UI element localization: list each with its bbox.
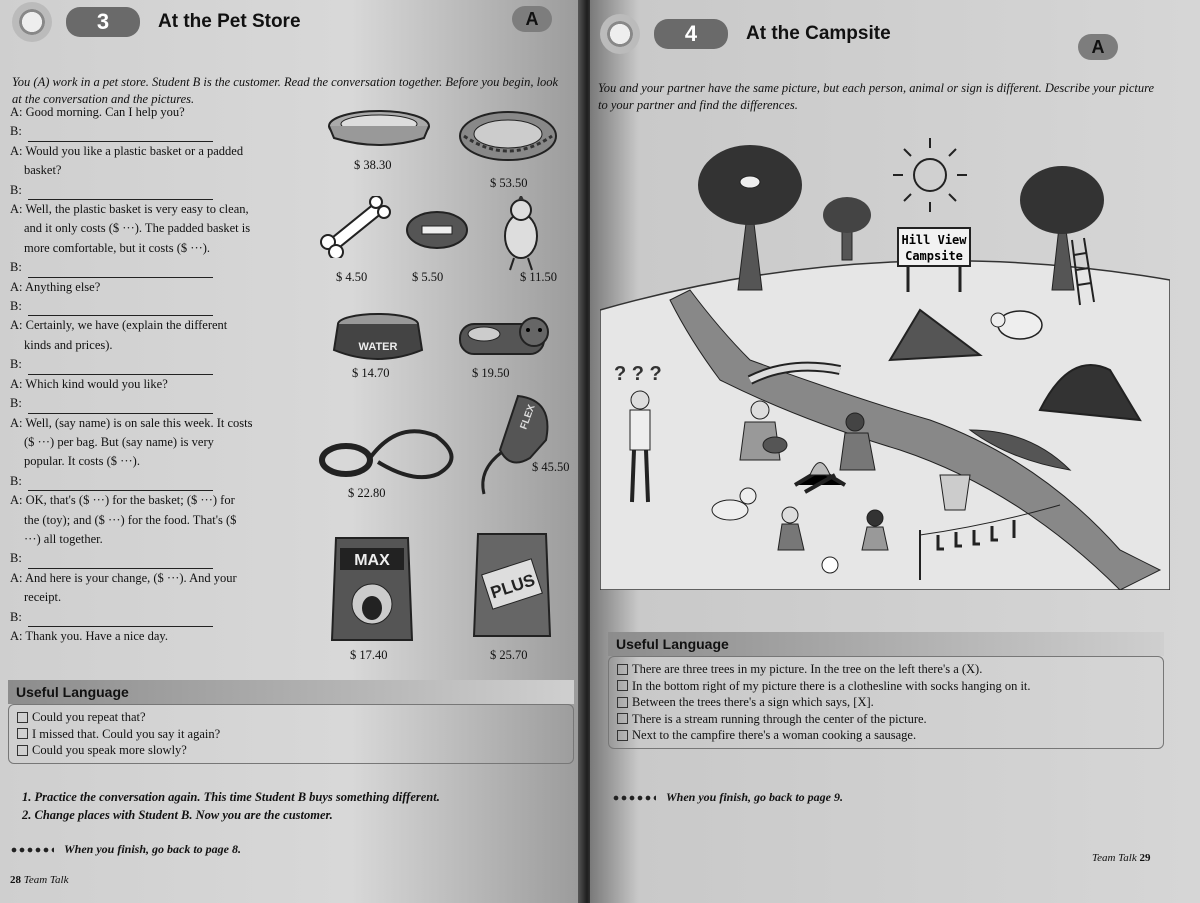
useful-language-item bbox=[617, 727, 1155, 744]
return-instruction-left bbox=[10, 842, 241, 857]
answer-blank[interactable] bbox=[28, 613, 213, 627]
useful-language-item bbox=[617, 711, 1155, 728]
useful-language-left bbox=[8, 680, 574, 764]
useful-language-item bbox=[17, 726, 565, 743]
dialog-speaker: B: bbox=[10, 124, 22, 139]
sun-logo-icon bbox=[600, 14, 640, 54]
dialog-speaker: B: bbox=[10, 299, 22, 314]
answer-blank[interactable] bbox=[28, 555, 213, 569]
dialog-speaker: A: bbox=[10, 376, 23, 391]
dialog-line bbox=[10, 569, 278, 588]
max-food-bag-image bbox=[328, 530, 416, 646]
sign-line-2: Campsite bbox=[905, 249, 963, 263]
dialog-line bbox=[10, 452, 278, 471]
dialog-text: the (toy); and ($ ···) for the food. That's ($ bbox=[24, 512, 237, 527]
sun-icon bbox=[893, 138, 967, 212]
dialog-line bbox=[10, 588, 278, 607]
dialog-speaker: B: bbox=[10, 182, 22, 197]
price-chicken-toy: $ 11.50 bbox=[520, 270, 558, 284]
flexi-label: FLEX bbox=[518, 403, 538, 432]
answer-blank[interactable] bbox=[28, 128, 213, 142]
checkbox-icon[interactable] bbox=[617, 697, 628, 708]
left-page bbox=[0, 0, 585, 903]
conversation bbox=[10, 103, 278, 646]
dialog-speaker: A: bbox=[10, 318, 23, 333]
checkbox-icon[interactable] bbox=[617, 680, 628, 691]
useful-language-text: There is a stream running through the center of the picture. bbox=[632, 711, 927, 726]
useful-language-text: There are three trees in my picture. In the tree on the left there's a (X). bbox=[632, 662, 983, 676]
dialog-text: more comfortable, but it costs ($ ···). bbox=[24, 240, 211, 255]
dialog-line bbox=[10, 355, 278, 374]
instructions: You and your partner have the same picture, but each person, animal or sign is different. Describe your picture to your partner and find the differences. bbox=[598, 81, 1155, 112]
dialog-text: Would you like a plastic basket or a padded bbox=[25, 143, 244, 158]
dialog-text: popular. It costs ($ ···). bbox=[24, 454, 140, 469]
price-flexi-leash: $ 45.50 bbox=[532, 460, 570, 474]
dialog-text: and it only costs ($ ···). The padded basket is bbox=[24, 221, 251, 236]
useful-language-item bbox=[17, 742, 565, 759]
useful-language-text: Between the trees there's a sign which says, [X]. bbox=[632, 695, 874, 709]
answer-blank[interactable] bbox=[28, 302, 213, 316]
dialog-line bbox=[10, 239, 278, 258]
dialog-speaker: B: bbox=[10, 357, 22, 372]
useful-language-text: I missed that. Could you say it again? bbox=[32, 726, 221, 741]
water-bowl-image bbox=[332, 310, 424, 366]
return-text: When you finish, go back to page 8. bbox=[64, 842, 242, 856]
flexi-leash-image bbox=[470, 390, 560, 500]
unit-number-badge: 3 bbox=[66, 7, 140, 37]
book-title: Team Talk bbox=[1092, 852, 1137, 864]
dialog-speaker: B: bbox=[10, 396, 22, 411]
dialog-speaker: A: bbox=[10, 415, 23, 430]
dialog-line bbox=[10, 433, 278, 452]
price-ball: $ 5.50 bbox=[412, 270, 444, 284]
dialog-line bbox=[10, 122, 278, 141]
max-food-label: MAX bbox=[354, 552, 390, 569]
useful-language-item bbox=[617, 694, 1155, 711]
useful-language-list bbox=[608, 656, 1164, 749]
useful-language-list bbox=[8, 704, 574, 764]
chicken-toy-image bbox=[496, 196, 546, 272]
useful-language-text: Could you repeat that? bbox=[32, 710, 146, 724]
dialog-speaker: A: bbox=[10, 202, 23, 217]
dialog-line bbox=[10, 161, 278, 180]
note-2: 2. Change places with Student B. Now you are the customer. bbox=[22, 808, 333, 822]
water-bowl-label: WATER bbox=[358, 341, 398, 353]
answer-blank[interactable] bbox=[28, 264, 213, 278]
dialog-line bbox=[10, 297, 278, 316]
dialog-speaker: A: bbox=[10, 570, 23, 585]
tree-left bbox=[698, 145, 802, 290]
dog-leash-image bbox=[318, 418, 468, 486]
dialog-text: Well, the plastic basket is very easy to clean, bbox=[25, 202, 249, 217]
useful-language-text: Could you speak more slowly? bbox=[32, 743, 187, 757]
student-letter-badge: A bbox=[512, 6, 552, 32]
checkbox-icon[interactable] bbox=[617, 730, 628, 741]
plastic-basket-image bbox=[326, 108, 432, 150]
instructions: You (A) work in a pet store. Student B is the customer. Read the conversation together. Before you begin, look at the conversation and the pictures. bbox=[12, 75, 559, 106]
dialog-line bbox=[10, 142, 278, 161]
bird-in-tree bbox=[740, 176, 760, 188]
unit-number-badge: 4 bbox=[654, 19, 728, 49]
useful-language-item bbox=[17, 709, 565, 726]
return-instruction-right bbox=[612, 790, 843, 805]
dialog-text: Which kind would you like? bbox=[25, 376, 168, 391]
dialog-text: ($ ···) per bag. But (say name) is very bbox=[24, 434, 214, 449]
useful-language-item bbox=[617, 678, 1155, 695]
dialog-speaker: A: bbox=[10, 279, 23, 294]
follow-up-notes bbox=[22, 788, 562, 824]
dialog-line bbox=[10, 414, 278, 433]
unit-header-right bbox=[600, 14, 891, 54]
price-leash: $ 22.80 bbox=[348, 486, 386, 500]
bone-toy-image bbox=[320, 196, 392, 258]
unit-header-left bbox=[12, 2, 301, 42]
dialog-line bbox=[10, 394, 278, 413]
double-bowl-image bbox=[456, 312, 556, 366]
dialog-text: OK, that's ($ ···) for the basket; ($ ···) for bbox=[25, 493, 235, 508]
dialog-line bbox=[10, 336, 278, 355]
dialog-text: basket? bbox=[24, 163, 62, 178]
dialog-text: receipt. bbox=[24, 590, 62, 605]
dialog-speaker: A: bbox=[10, 143, 23, 158]
dialog-line bbox=[10, 181, 278, 200]
right-page bbox=[590, 0, 1200, 903]
dialog-text: Anything else? bbox=[24, 279, 101, 294]
footprints-icon bbox=[612, 794, 656, 802]
note-1: 1. Practice the conversation again. This time Student B buys something different. bbox=[22, 790, 440, 804]
campsite-picture bbox=[600, 130, 1170, 590]
dialog-text: ···) all together. bbox=[24, 531, 103, 546]
unit-title: At the Pet Store bbox=[158, 11, 301, 32]
dialog-speaker: B: bbox=[10, 260, 22, 275]
answer-blank[interactable] bbox=[28, 477, 213, 491]
price-max-food: $ 17.40 bbox=[350, 648, 388, 662]
price-bone: $ 4.50 bbox=[336, 270, 368, 284]
dialog-speaker: A: bbox=[10, 628, 23, 643]
price-padded-basket: $ 53.50 bbox=[490, 176, 528, 190]
checkbox-icon[interactable] bbox=[617, 713, 628, 724]
dialog-line bbox=[10, 375, 278, 394]
dialog-line bbox=[10, 472, 278, 491]
checkbox-icon[interactable] bbox=[17, 712, 28, 723]
useful-language-text: Next to the campfire there's a woman cooking a sausage. bbox=[632, 728, 917, 742]
dialog-line bbox=[10, 511, 278, 530]
product-pictures bbox=[300, 100, 580, 670]
dialog-line bbox=[10, 219, 278, 238]
dialog-speaker: B: bbox=[10, 609, 22, 624]
tree-middle bbox=[823, 197, 871, 260]
football-toy-image bbox=[404, 208, 470, 252]
dialog-speaker: A: bbox=[10, 493, 23, 508]
checkbox-icon[interactable] bbox=[617, 664, 628, 675]
dialog-line bbox=[10, 530, 278, 549]
price-double-bowl: $ 19.50 bbox=[472, 366, 510, 380]
useful-language-title: Useful Language bbox=[608, 632, 1164, 656]
page-footer-left bbox=[10, 874, 68, 886]
footprints-icon bbox=[10, 846, 54, 854]
dialog-line bbox=[10, 549, 278, 568]
sign-line-1: Hill View bbox=[901, 233, 967, 247]
price-water-bowl: $ 14.70 bbox=[352, 366, 390, 380]
dialog-speaker: B: bbox=[10, 551, 22, 566]
answer-blank[interactable] bbox=[28, 186, 213, 200]
basket bbox=[940, 475, 970, 510]
sun-logo-icon bbox=[12, 2, 52, 42]
question-marks: ? ? ? bbox=[614, 363, 662, 385]
dialog-text: Certainly, we have (explain the different bbox=[25, 318, 228, 333]
useful-language-right bbox=[608, 632, 1164, 749]
page-footer-right bbox=[1092, 852, 1150, 864]
padded-basket-image bbox=[456, 108, 560, 170]
dialog-line bbox=[10, 608, 278, 627]
answer-blank[interactable] bbox=[28, 361, 213, 375]
useful-language-text: In the bottom right of my picture there is a clothesline with socks hanging on it. bbox=[632, 678, 1031, 693]
dialog-text: Well, (say name) is on sale this week. It costs bbox=[25, 415, 253, 430]
dialog-line bbox=[10, 103, 278, 122]
dialog-speaker: A: bbox=[10, 105, 23, 119]
useful-language-title: Useful Language bbox=[8, 680, 574, 704]
dialog-line bbox=[10, 627, 278, 646]
dialog-line bbox=[10, 491, 278, 510]
answer-blank[interactable] bbox=[28, 400, 213, 414]
dialog-speaker: B: bbox=[10, 473, 22, 488]
page-number: 29 bbox=[1139, 852, 1151, 864]
dialog-text: Thank you. Have a nice day. bbox=[25, 628, 168, 643]
dialog-text: Good morning. Can I help you? bbox=[25, 105, 185, 119]
dialog-text: kinds and prices). bbox=[24, 337, 113, 352]
checkbox-icon[interactable] bbox=[17, 728, 28, 739]
dialog-line bbox=[10, 316, 278, 335]
plus-food-label: PLUS bbox=[488, 570, 538, 603]
dialog-line bbox=[10, 258, 278, 277]
price-plastic-basket: $ 38.30 bbox=[354, 158, 392, 172]
unit-title: At the Campsite bbox=[746, 23, 891, 44]
dialog-text: And here is your change, ($ ···). And your bbox=[24, 570, 237, 585]
student-letter-badge: A bbox=[1078, 34, 1118, 60]
book-title: Team Talk bbox=[23, 874, 69, 886]
plus-food-bag-image bbox=[470, 530, 554, 642]
checkbox-icon[interactable] bbox=[17, 745, 28, 756]
return-text: When you finish, go back to page 9. bbox=[666, 790, 844, 804]
page-number: 28 bbox=[10, 874, 21, 886]
useful-language-item bbox=[617, 661, 1155, 678]
price-plus-food: $ 25.70 bbox=[490, 648, 528, 662]
dialog-line bbox=[10, 278, 278, 297]
dialog-line bbox=[10, 200, 278, 219]
